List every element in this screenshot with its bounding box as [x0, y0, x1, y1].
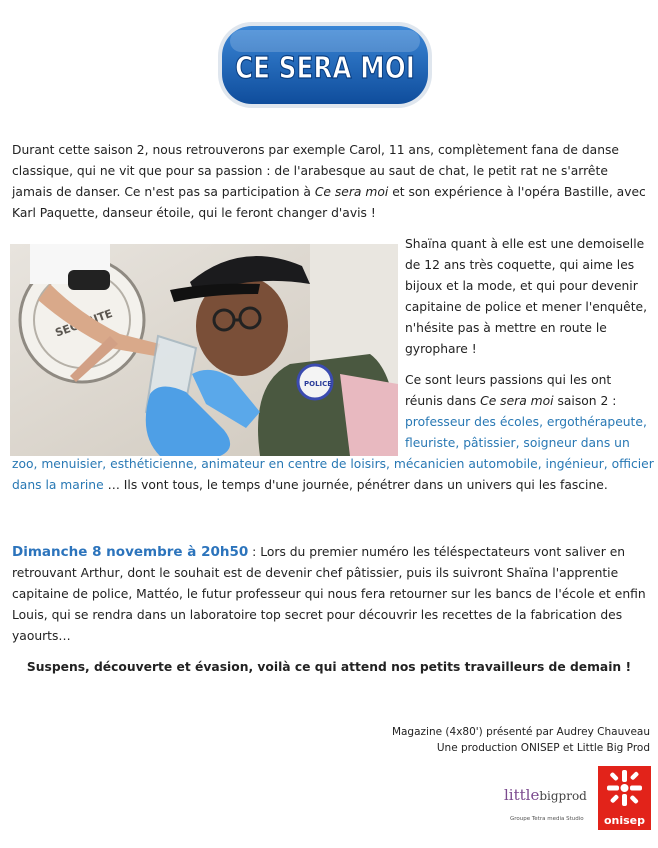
- professions-paragraph-top: Ce sont leurs passions qui les ont réunis dans Ce sera moi saison 2 : professeur des écoles, ergothérapeute, fleuriste, pâtissier, soigneur dans un: [405, 373, 647, 450]
- little-big-prod-logo: [502, 778, 594, 824]
- credits-line-2: Une production ONISEP et Little Big Prod: [436, 742, 650, 754]
- show-title-2: Ce sera moi: [480, 394, 554, 408]
- shaina-paragraph: Shaïna quant à elle est une demoiselle de 12 ans très coquette, qui aime les bijoux et la mode, et qui pour devenir capitaine de police et mener l'enquête, n'hésite pas à mettre en route le gyrophare !: [405, 237, 648, 356]
- credits-line-1: Magazine (4x80') présenté par Audrey Chauveau: [391, 726, 650, 738]
- broadcast-date: Dimanche 8 novembre à 20h50: [12, 544, 249, 560]
- professions-paragraph-bottom: zoo, menuisier, esthéticienne, animateur en centre de loisirs, mécanicien automobile, ingénieur, officier dans la marine … Ils vont tous, le temps d'une journée, pénétrer dans un univers qui les fascine.: [12, 457, 654, 492]
- lbp-sub: Groupe Tetra media Studio: [510, 816, 584, 822]
- lbp-little: little: [504, 786, 540, 804]
- tagline: Suspens, découverte et évasion, voilà ce qui attend nos petits travailleurs de demain !: [26, 660, 632, 674]
- professions-list-top: professeur des écoles, ergothérapeute, fleuriste, pâtissier, soigneur dans un: [405, 415, 647, 450]
- ce-sera-moi-logo: [216, 20, 434, 110]
- professions-list-bottom: zoo, menuisier, esthéticienne, animateur en centre de loisirs, mécanicien automobile, ingénieur, officier dans la marine: [12, 457, 654, 492]
- show-title: Ce sera moi: [314, 185, 389, 199]
- photo-girl-lab: [10, 244, 398, 456]
- broadcast-paragraph: Dimanche 8 novembre à 20h50 : Lors du premier numéro les téléspectateurs vont saliver en retrouvant Arthur, dont le souhait est de devenir chef pâtissier, puis ils suivront Shaïna l'apprentie capitaine de police, Mattéo, le futur professeur qui nous fera retourner sur les bancs de l'école et enfin Louis, qui se rendra dans un laboratoire top secret pour découvrir les recettes de la fabrication des yaourts…: [12, 544, 646, 643]
- photo-patch-text: POLICE: [304, 380, 333, 388]
- onisep-logo: [598, 766, 651, 830]
- intro-paragraph: Durant cette saison 2, nous retrouverons par exemple Carol, 11 ans, complètement fana de danse classique, qui ne vit que pour sa passion : de l'arabesque au saut de chat, le petit rat ne s'arrête jamais de danser. Ce n'est pas sa participation à Ce sera moi et son expérience à l'opéra Bastille, avec Karl Paquette, danseur étoile, qui le feront changer d'avis !: [12, 143, 646, 220]
- svg-text:littlebigprod: [504, 786, 587, 804]
- lbp-bigprod: bigprod: [539, 789, 587, 803]
- onisep-text: onisep: [603, 814, 646, 827]
- credits: [392, 724, 650, 756]
- logo-text: CE SERA MOI: [235, 51, 415, 86]
